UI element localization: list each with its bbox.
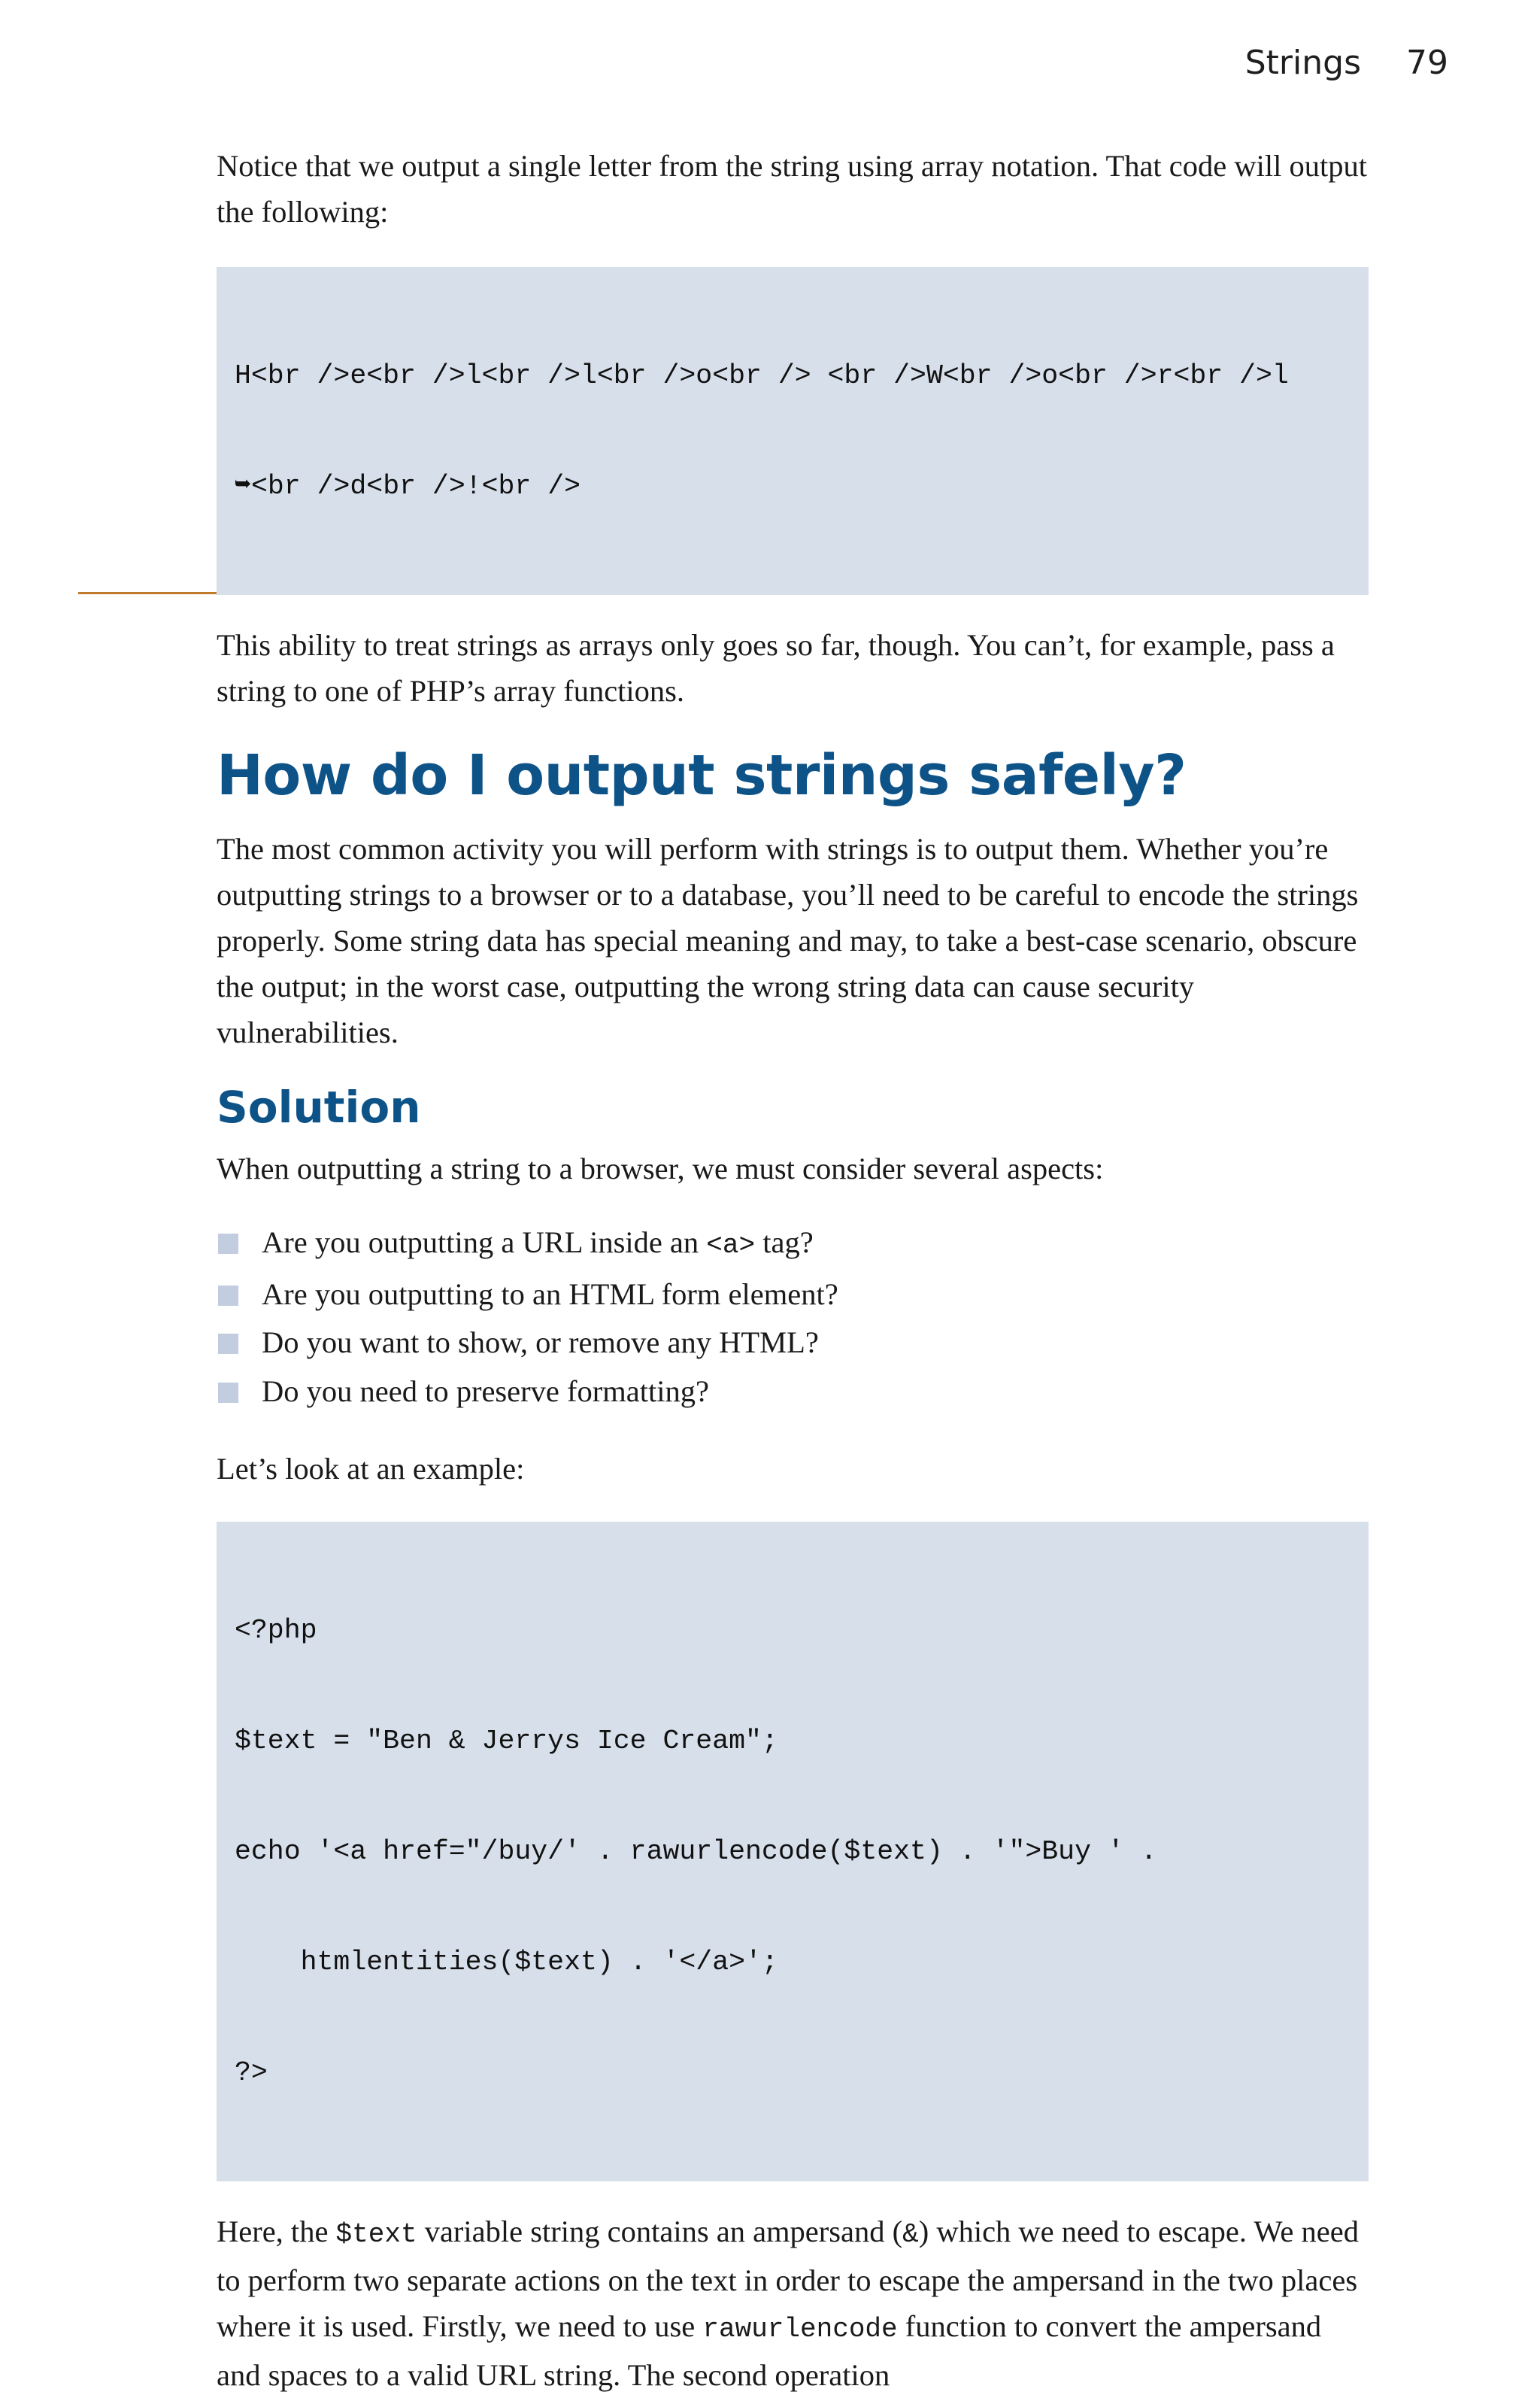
solution-heading: Solution [217,1082,421,1133]
page-content [217,143,1369,2398]
section-heading: How do I output strings safely? [217,743,1187,808]
inline-code: rawurlencode [702,2314,898,2345]
list-item: Are you outputting a URL inside an <a> tag? [217,1219,1369,1270]
aspects-list [217,1219,1369,1416]
code-line: <?php [235,1615,317,1646]
section-paragraph: The most common activity you will perform with strings is to output them. Whether you’re outputting strings to a browser or to a database, you’ll need to be careful to encode the strings properly. Some string data has special meaning and may, to take a best-case scenario, obscure the output; in the worst case, outputting the wrong string data can cause security vulnerabilities. [217,832,1359,1049]
code-line: ?> [235,2057,268,2088]
solution-intro: When outputting a string to a browser, we must consider several aspects: [217,1152,1104,1185]
inline-code: <a> [706,1230,756,1261]
inline-code: & [902,2219,919,2250]
bullet-square-icon [218,1286,238,1306]
example-intro: Let’s look at an example: [217,1452,525,1486]
list-item: Do you want to show, or remove any HTML? [217,1319,1369,1367]
code-line: htmlentities($text) . '</a>'; [235,1947,778,1978]
code-line: ➥<br />d<br />!<br /> [235,471,581,502]
output-code-block [217,267,1369,595]
running-header [1245,44,1448,82]
page-number: 79 [1406,44,1448,82]
explanation-paragraph: Here, the $text variable string contains an ampersand (&) which we need to escape. We need to perform two separate actions on the text in order to escape the ampersand in the two places where it is used. Firstly, we need to use rawurlencode function to convert the ampersand and spaces to a valid URL string. The second operation [217,2214,1359,2392]
bullet-square-icon [218,1334,238,1354]
chapter-title: Strings [1244,44,1361,82]
inline-code: $text [335,2219,417,2250]
code-line: H<br />e<br />l<br />l<br />o<br /> <br />W<br />o<br />r<br />l [235,360,1289,391]
list-item: Do you need to preserve formatting? [217,1367,1369,1416]
php-code-block [217,1522,1369,2181]
list-item: Are you outputting to an HTML form element? [217,1270,1369,1319]
bullet-square-icon [218,1383,238,1403]
intro-paragraph: Notice that we output a single letter from the string using array notation. That code will output the following: [217,149,1368,229]
arrays-limit-paragraph: This ability to treat strings as arrays only goes so far, though. You can’t, for example, pass a string to one of PHP’s array functions. [217,628,1335,708]
code-line: echo '<a href="/buy/' . rawurlencode($text) . '">Buy ' . [235,1836,1157,1867]
bullet-square-icon [218,1234,238,1254]
code-line: $text = "Ben & Jerrys Ice Cream"; [235,1726,778,1756]
